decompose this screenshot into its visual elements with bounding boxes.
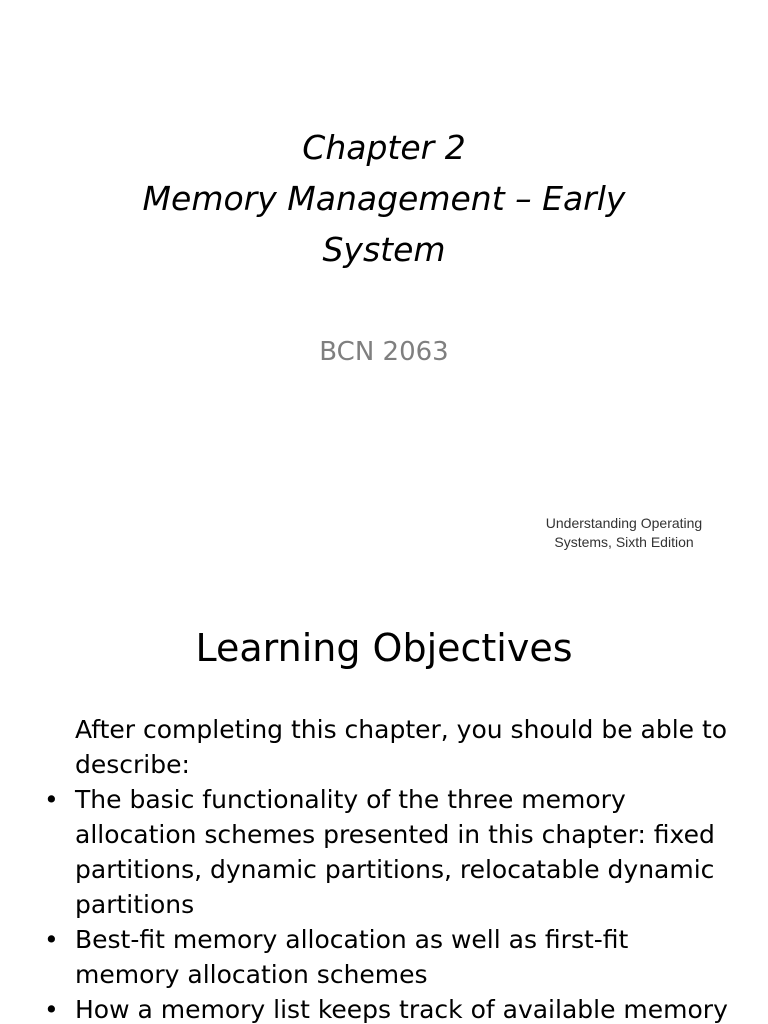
bullet-point-icon: • — [44, 785, 59, 814]
objective-item — [44, 922, 734, 992]
objective-item — [44, 782, 734, 922]
bullet-point-icon: • — [44, 925, 59, 954]
textbook-reference-line-2: Systems, Sixth Edition — [554, 534, 694, 550]
objectives-intro: After completing this chapter, you should be able to describe: — [75, 715, 728, 779]
textbook-reference — [524, 514, 724, 552]
learning-objectives-slide — [0, 576, 768, 1024]
learning-objectives-title: Learning Objectives — [195, 626, 573, 670]
objective-text: The basic functionality of the three memory allocation schemes presented in this chapter: fixed partitions, dynamic partitions, relocatable dynamic partitions — [75, 785, 715, 919]
objectives-list — [44, 782, 734, 1024]
objective-text: How a memory list keeps track of available memory — [75, 995, 728, 1024]
objective-item — [44, 992, 734, 1024]
textbook-reference-line-1: Understanding Operating — [545, 515, 703, 531]
objective-text: Best-fit memory allocation as well as first-fit memory allocation schemes — [75, 925, 629, 989]
course-code: BCN 2063 — [319, 337, 449, 367]
title-line-chapter: Chapter 2 — [302, 128, 466, 167]
title-line-topic: Memory Management – Early — [142, 179, 626, 218]
bullet-point-icon: • — [44, 995, 59, 1024]
title-line-topic-cont: System — [322, 230, 446, 269]
learning-objectives-body — [44, 712, 734, 1024]
slide-title — [0, 122, 768, 275]
